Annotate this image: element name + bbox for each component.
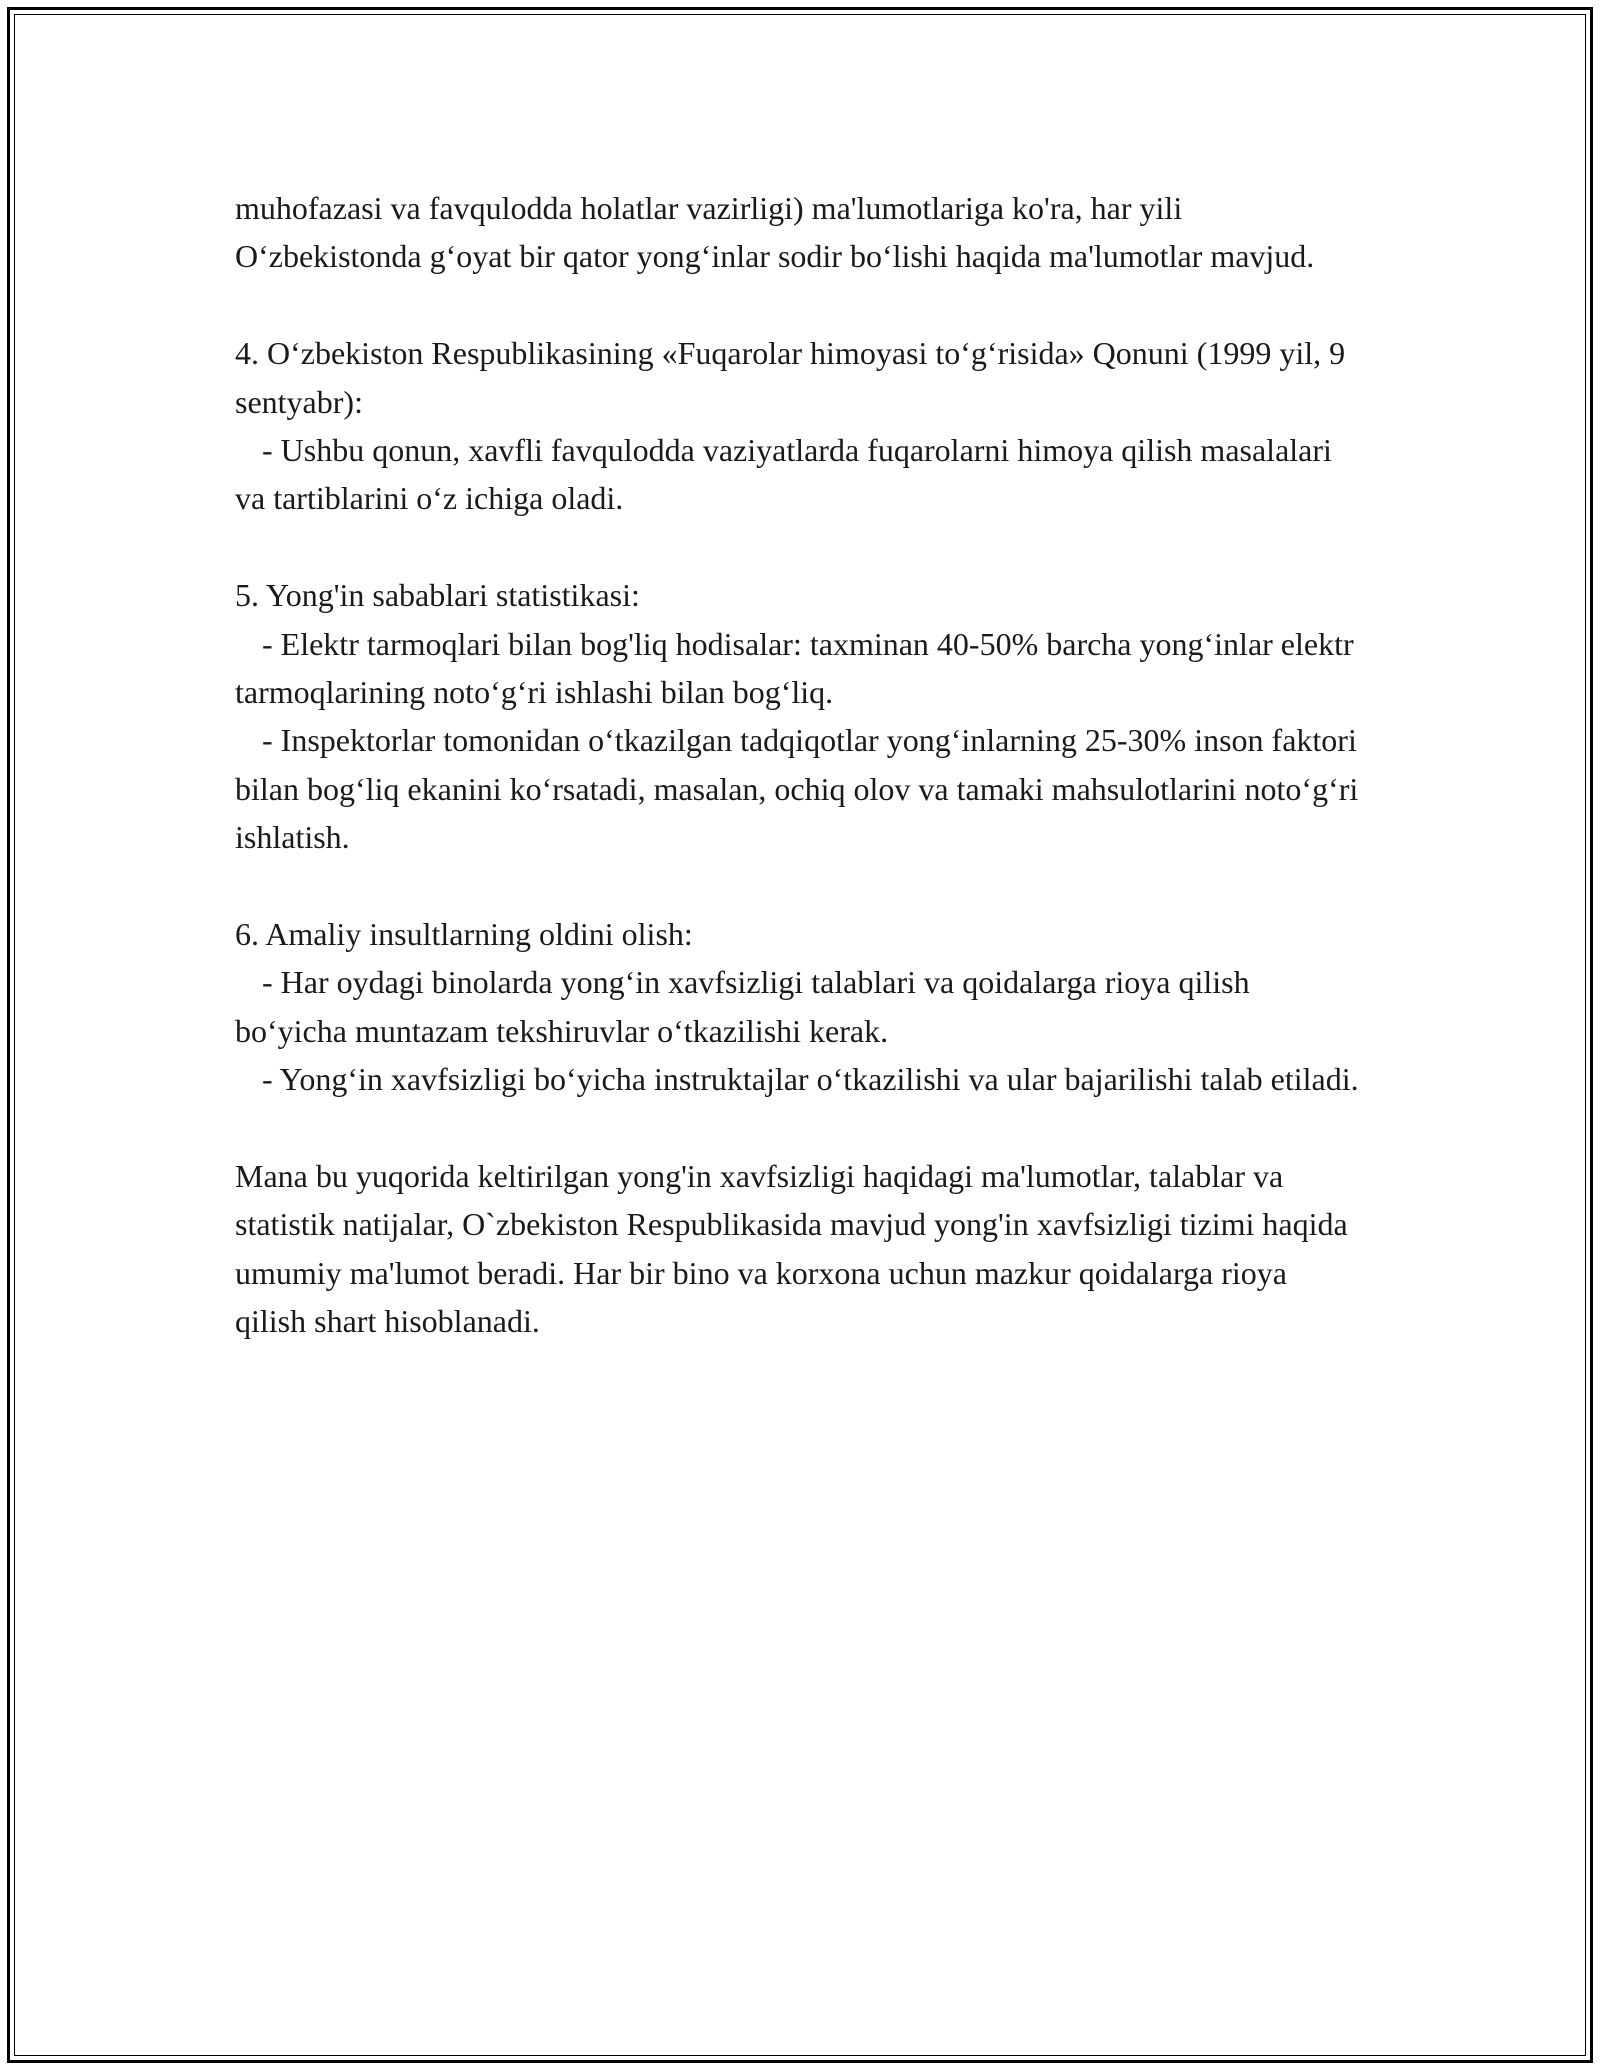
section-item: - Har oydagi binolarda yong‘in xavfsizligi talablari va qoidalarga rioya qilish bo‘yicha muntazam tekshiruvlar o‘tkazilishi kerak.	[235, 964, 1250, 1049]
paragraph-spacer	[235, 523, 1365, 571]
section-heading: 5. Yong'in sabablari statistikasi:	[235, 577, 640, 614]
paragraph-spacer	[235, 1104, 1365, 1152]
section-item: - Inspektorlar tomonidan o‘tkazilgan tadqiqotlar yong‘inlarning 25-30% inson faktori bilan bog‘liq ekanini ko‘rsatadi, masalan, ochiq olov va tamaki mahsulotlarini noto‘g‘ri ishlatish.	[235, 722, 1359, 856]
section-item: - Elektr tarmoqlari bilan bog'liq hodisalar: taxminan 40-50% barcha yong‘inlar elektr tarmoqlarining noto‘g‘ri ishlashi bilan bog‘liq.	[235, 625, 1354, 711]
section-heading: 6. Amaliy insultlarning oldini olish:	[235, 916, 693, 953]
conclusion-paragraph: Mana bu yuqorida keltirilgan yong'in xavfsizligi haqidagi ma'lumotlar, talablar va statistik natijalar, O`zbekiston Respublikasida mavjud yong'in xavfsizligi tizimi haqida umumiy ma'lumot beradi. Har bir bino va korxona uchun mazkur qoidalarga rioya qilish shart hisoblanadi.	[235, 1158, 1348, 1340]
section-civil-protection-law	[235, 329, 1365, 523]
section-heading: 4. O‘zbekiston Respublikasining «Fuqarolar himoyasi to‘g‘risida» Qonuni (1999 yil, 9 sentyabr):	[235, 335, 1346, 420]
section-item: - Ushbu qonun, xavfli favqulodda vaziyatlarda fuqarolarni himoya qilish masalalari va tartiblarini o‘z ichiga oladi.	[235, 432, 1332, 517]
paragraph-spacer	[235, 281, 1365, 329]
section-item: - Yong‘in xavfsizligi bo‘yicha instruktajlar o‘tkazilishi va ular bajarilishi talab etiladi.	[262, 1061, 1359, 1098]
paragraph-spacer	[235, 862, 1365, 910]
section-prevention	[235, 910, 1365, 1104]
intro-paragraph: muhofazasi va favqulodda holatlar vazirligi) ma'lumotlariga ko'ra, har yili O‘zbekistonda g‘oyat bir qator yong‘inlar sodir bo‘lishi haqida ma'lumotlar mavjud.	[235, 190, 1315, 275]
section-fire-cause-statistics	[235, 571, 1365, 861]
document-body	[235, 184, 1365, 1346]
